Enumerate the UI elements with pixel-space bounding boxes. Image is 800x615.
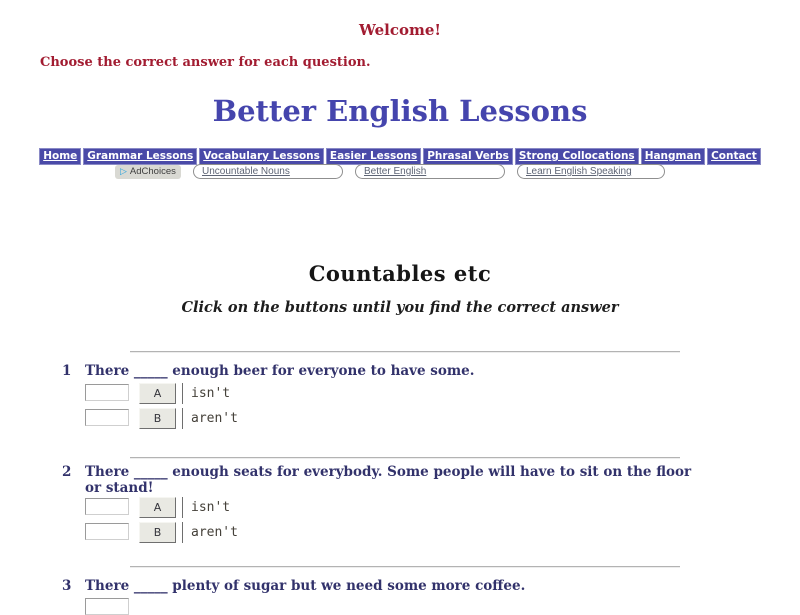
nav-item-home[interactable]: Home xyxy=(39,148,81,165)
ad-link-better-english[interactable]: Better English xyxy=(355,164,505,179)
main-nav xyxy=(0,148,800,165)
ad-link-uncountable-nouns[interactable]: Uncountable Nouns xyxy=(193,164,343,179)
question-1 xyxy=(60,363,740,379)
question-2-option-a-row xyxy=(85,497,230,518)
q1-option-b-text: aren't xyxy=(182,408,238,429)
q1-option-a-text: isn't xyxy=(182,383,230,404)
question-2-option-b-row xyxy=(85,522,238,543)
nav-item-grammar-lessons[interactable]: Grammar Lessons xyxy=(83,148,197,165)
q1-answer-button-a[interactable]: A xyxy=(139,383,176,404)
nav-item-contact[interactable]: Contact xyxy=(707,148,761,165)
question-1-option-b-row xyxy=(85,408,238,429)
nav-item-easier-lessons[interactable]: Easier Lessons xyxy=(326,148,421,165)
ad-link-learn-english-speaking[interactable]: Learn English Speaking xyxy=(517,164,665,179)
nav-item-vocabulary-lessons[interactable]: Vocabulary Lessons xyxy=(199,148,324,165)
question-divider xyxy=(130,566,680,568)
site-title: Better English Lessons xyxy=(212,94,588,128)
quiz-title: Countables etc xyxy=(308,261,492,286)
adchoices-play-icon: ▷ xyxy=(120,166,127,176)
q2-answer-button-b[interactable]: B xyxy=(139,522,176,543)
question-1-option-a-row xyxy=(85,383,230,404)
q1-answer-input-a[interactable] xyxy=(85,384,129,401)
q1-answer-button-b[interactable]: B xyxy=(139,408,176,429)
question-3 xyxy=(60,578,740,594)
question-1-text: There _____ enough beer for everyone to have some. xyxy=(85,363,475,379)
nav-item-phrasal-verbs[interactable]: Phrasal Verbs xyxy=(423,148,513,165)
q2-answer-input-b[interactable] xyxy=(85,523,129,540)
q1-answer-input-b[interactable] xyxy=(85,409,129,426)
adchoices-badge[interactable] xyxy=(115,165,181,179)
q2-option-b-text: aren't xyxy=(182,522,238,543)
nav-item-strong-collocations[interactable]: Strong Collocations xyxy=(515,148,639,165)
instruction-text: Choose the correct answer for each question. xyxy=(40,55,371,70)
q2-answer-input-a[interactable] xyxy=(85,498,129,515)
question-2-number: 2 xyxy=(62,464,72,480)
question-2-text: There _____ enough seats for everybody. Some people will have to sit on the floor or stand! xyxy=(85,464,692,496)
question-3-text: There _____ plenty of sugar but we need some more coffee. xyxy=(85,578,526,594)
q2-answer-button-a[interactable]: A xyxy=(139,497,176,518)
nav-item-hangman[interactable]: Hangman xyxy=(641,148,705,165)
ad-row xyxy=(115,164,665,179)
q2-option-a-text: isn't xyxy=(182,497,230,518)
question-divider xyxy=(130,351,680,353)
quiz-subtitle: Click on the buttons until you find the correct answer xyxy=(181,299,619,316)
adchoices-label: AdChoices xyxy=(129,166,176,177)
q3-answer-input-a[interactable] xyxy=(85,598,129,615)
welcome-heading: Welcome! xyxy=(358,21,441,39)
question-2 xyxy=(60,464,740,496)
question-1-number: 1 xyxy=(62,363,72,379)
question-3-number: 3 xyxy=(62,578,72,594)
question-divider xyxy=(130,457,680,459)
